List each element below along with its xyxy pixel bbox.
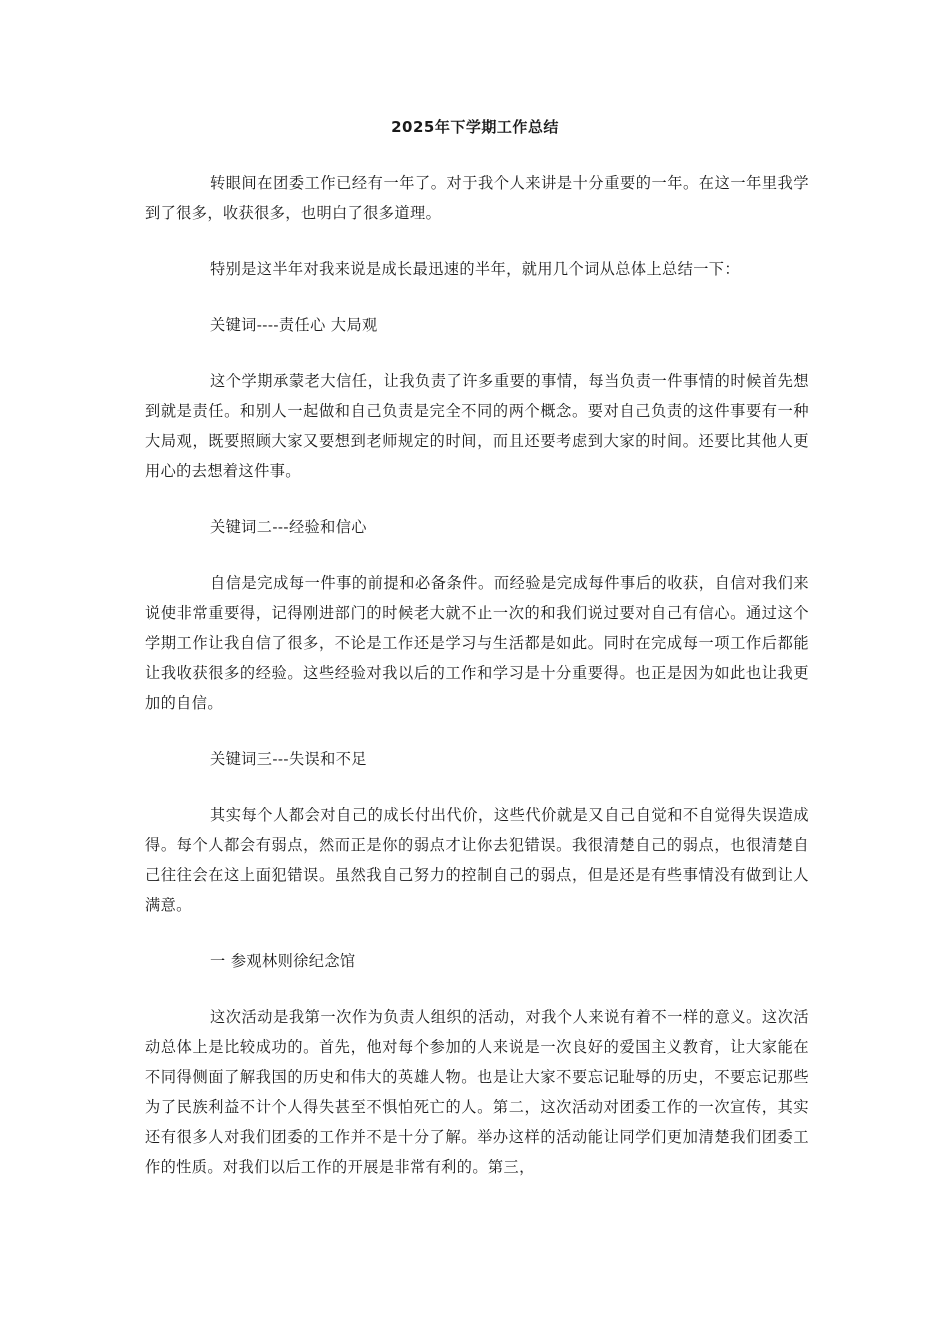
paragraph-summary-lead: 特别是这半年对我来说是成长最迅速的半年，就用几个词从总体上总结一下： xyxy=(210,260,740,278)
document-title: 2025年下学期工作总结 xyxy=(391,118,559,136)
section-heading-museum: 一 参观林则徐纪念馆 xyxy=(210,952,356,970)
paragraph-responsibility: 这个学期承蒙老大信任，让我负责了许多重要的事情，每当负责一件事情的时候首先想到就是责任。和别人一起做和自己负责是完全不同的两个概念。要对自己负责的这件事要有一种大局观，既要照顾大家又要想到老师规定的时间，而且还要考虑到大家的时间。还要比其他人更用心的去想着这件事。 xyxy=(145,372,809,480)
keyword-heading-2: 关键词二---经验和信心 xyxy=(210,518,367,536)
keyword-heading-1: 关键词----责任心 大局观 xyxy=(210,316,378,334)
keyword-heading-3: 关键词三---失误和不足 xyxy=(210,750,367,768)
document-body xyxy=(145,168,809,1182)
paragraph-mistakes: 其实每个人都会对自己的成长付出代价，这些代价就是又自己自觉和不自觉得失误造成得。每个人都会有弱点，然而正是你的弱点才让你去犯错误。我很清楚自己的弱点，也很清楚自己往往会在这上面犯错误。虽然我自己努力的控制自己的弱点，但是还是有些事情没有做到让人满意。 xyxy=(145,806,809,914)
paragraph-experience: 自信是完成每一件事的前提和必备条件。而经验是完成每件事后的收获，自信对我们来说使非常重要得，记得刚进部门的时候老大就不止一次的和我们说过要对自己有信心。通过这个学期工作让我自信了很多，不论是工作还是学习与生活都是如此。同时在完成每一项工作后都能让我收获很多的经验。这些经验对我以后的工作和学习是十分重要得。也正是因为如此也让我更加的自信。 xyxy=(145,574,809,712)
paragraph-intro: 转眼间在团委工作已经有一年了。对于我个人来讲是十分重要的一年。在这一年里我学到了很多，收获很多，也明白了很多道理。 xyxy=(145,174,809,222)
paragraph-museum-visit: 这次活动是我第一次作为负责人组织的活动，对我个人来说有着不一样的意义。这次活动总体上是比较成功的。首先，他对每个参加的人来说是一次良好的爱国主义教育，让大家能在不同得侧面了解我国的历史和伟大的英雄人物。也是让大家不要忘记耻辱的历史，不要忘记那些为了民族利益不计个人得失甚至不惧怕死亡的人。第二，这次活动对团委工作的一次宣传，其实还有很多人对我们团委的工作并不是十分了解。举办这样的活动能让同学们更加清楚我们团委工作的性质。对我们以后工作的开展是非常有利的。第三， xyxy=(145,1008,809,1176)
